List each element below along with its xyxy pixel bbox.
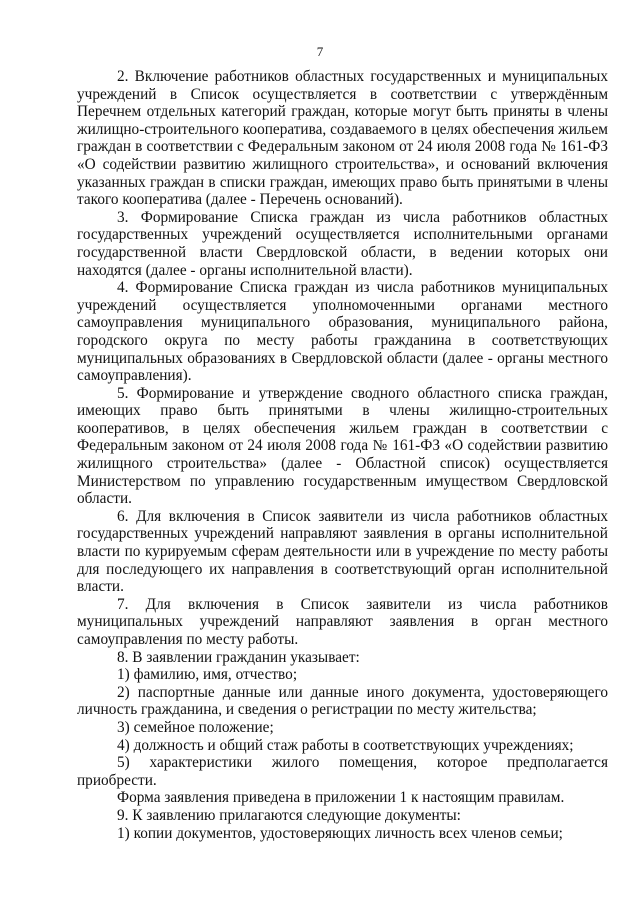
paragraph-7: 7. Для включения в Список заявители из числа работников муниципальных учреждений направляют заявления в орган местного самоуправления по месту работы. — [77, 595, 608, 648]
list-item-8-1: 1) фамилию, имя, отчество; — [117, 666, 298, 684]
list-item-8-4: 4) должность и общий стаж работы в соответствующих учреждениях; — [117, 736, 574, 754]
list-item-9-1: 1) копии документов, удостоверяющих личность всех членов семьи; — [117, 824, 563, 842]
paragraph-9: 9. К заявлению прилагаются следующие документы: — [117, 806, 461, 824]
paragraph-2: 2. Включение работников областных государственных и муниципальных учреждений в Список осуществляется в соответствии с утверждённым Перечнем отдельных категорий граждан, которые могут быть приняты в члены жилищно-строительного кооператива, создаваемого в целях обеспечения жильем граждан в соответствии с Федеральным законом от 24 июля 2008 года № 161-ФЗ «О содействии развитию жилищного строительства», и оснований включения указанных граждан в списки граждан, имеющих право быть принятыми в члены такого кооператива (далее - Перечень оснований). — [77, 68, 608, 209]
paragraph-6: 6. Для включения в Список заявители из числа работников областных государственных учреждений направляют заявления в органы исполнительной власти по курируемым сферам деятельности или в учреждение по месту работы для последующего их направления в соответствующий орган исполнительной власти. — [77, 507, 608, 596]
paragraph-4: 4. Формирование Списка граждан из числа работников муниципальных учреждений осуществляется уполномоченными органами местного самоуправления муниципального образования, муниципального района, городского округа по месту работы гражданина в соответствующих муниципальных образованиях в Свердловской области (далее - органы местного самоуправления). — [77, 279, 608, 385]
list-item-8-2: 2) паспортные данные или данные иного документа, удостоверяющего личность гражданина, и сведения о регистрации по месту жительства; — [77, 683, 608, 719]
page-number: 7 — [316, 44, 324, 59]
document-body — [77, 68, 608, 842]
list-item-8-5: 5) характеристики жилого помещения, которое предполагается приобрести. — [77, 754, 608, 789]
paragraph-5: 5. Формирование и утверждение сводного областного списка граждан, имеющих право быть принятыми в члены жилищно-строительных кооперативов, в целях обеспечения жильем граждан в соответствии с Федеральным законом от 24 июля 2008 года № 161-ФЗ «О содействии развитию жилищного строительства» (далее - Областной список) осуществляется Министерством по управлению государственным имуществом Свердловской области. — [77, 384, 608, 508]
form-note: Форма заявления приведена в приложении 1 к настоящим правилам. — [117, 789, 565, 807]
paragraph-8: 8. В заявлении гражданин указывает: — [117, 648, 360, 666]
list-item-8-3: 3) семейное положение; — [117, 718, 274, 736]
paragraph-3: 3. Формирование Списка граждан из числа работников областных государственных учреждений осуществляется исполнительными органами государственной власти Свердловской области, в ведении которых они находятся (далее - органы исполнительной власти). — [77, 208, 608, 279]
